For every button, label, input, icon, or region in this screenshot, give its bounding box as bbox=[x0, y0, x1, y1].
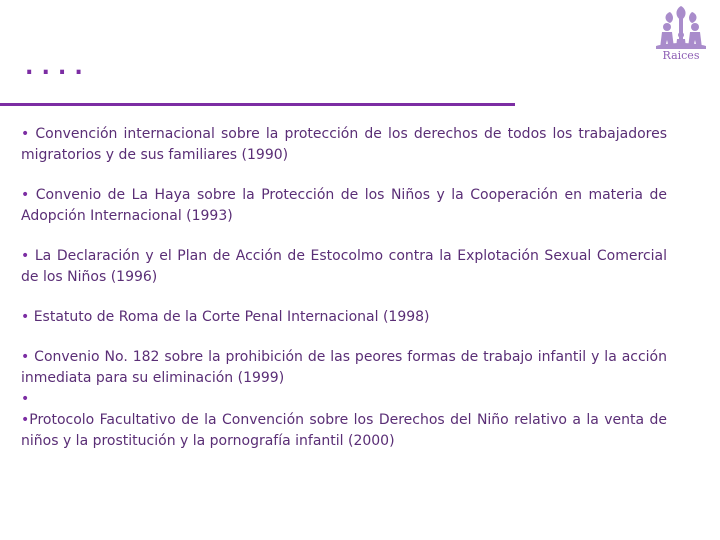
list-item-text: Protocolo Facultativo de la Convención sobre los Derechos del Niño relativo a la venta de niños y la prostitución y la pornografía infantil (2000) bbox=[21, 412, 667, 449]
bullet-marker: • bbox=[21, 391, 30, 407]
slide-title: .... bbox=[22, 52, 88, 80]
list-item-text: Convenio de La Haya sobre la Protección de los Niños y la Cooperación en materia de Adopción Internacional (1993) bbox=[21, 187, 667, 224]
list-item-empty bbox=[21, 389, 667, 410]
bullet-list bbox=[21, 124, 667, 471]
list-item bbox=[21, 410, 667, 452]
list-item-text: Convención internacional sobre la protección de los derechos de todos los trabajadores migratorios y de sus familiares (1990) bbox=[21, 126, 667, 163]
bullet-marker: • bbox=[21, 309, 30, 325]
bullet-marker: • bbox=[21, 412, 30, 428]
list-item-text: La Declaración y el Plan de Acción de Estocolmo contra la Explotación Sexual Comercial de los Niños (1996) bbox=[21, 248, 667, 285]
list-item bbox=[21, 185, 667, 227]
list-item-text: Convenio No. 182 sobre la prohibición de las peores formas de trabajo infantil y la acción inmediata para su eliminación (1999) bbox=[21, 349, 667, 386]
bullet-marker: • bbox=[21, 126, 30, 142]
bullet-marker: • bbox=[21, 248, 30, 264]
bullet-marker: • bbox=[21, 187, 30, 203]
list-item-text: Estatuto de Roma de la Corte Penal Internacional (1998) bbox=[29, 309, 430, 325]
title-divider bbox=[0, 103, 515, 106]
list-item bbox=[21, 307, 667, 328]
logo-text: Raices bbox=[662, 49, 700, 62]
list-item bbox=[21, 246, 667, 288]
list-item bbox=[21, 347, 667, 389]
list-item bbox=[21, 124, 667, 166]
bullet-marker: • bbox=[21, 349, 30, 365]
